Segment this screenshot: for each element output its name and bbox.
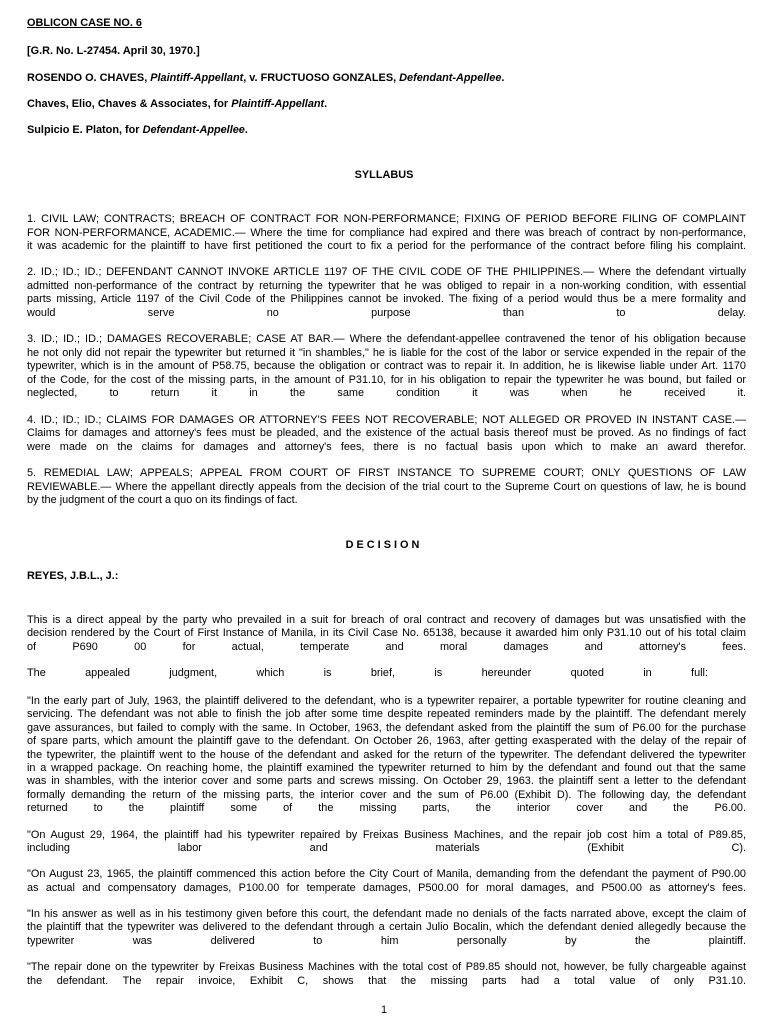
versus-defendant: , v. FRUCTUOSO GONZALES, <box>243 72 397 84</box>
decision-line: servicing. The defendant was not able to finish the job after some time despite repeated reminders made by the plaintiff. The defendant merely <box>27 708 746 720</box>
syllabus-line: were made on the claims for damages and attorney's fees, there is no factual basis upon which to make an award therefor. <box>27 441 746 453</box>
syllabus-line: 1. CIVIL LAW; CONTRACTS; BREACH OF CONTRACT FOR NON-PERFORMANCE; FIXING OF PERIOD BEFORE FILING OF COMPLAINT <box>27 213 746 225</box>
ponente: REYES, J.B.L., J.: <box>27 570 119 582</box>
plaintiff-role: Plaintiff-Appellant <box>150 72 244 84</box>
syllabus-line: of the Code, for the cost of the missing parts, in the amount of P31.10, for in his obligation to repair the typewriter he was bound, but failed or <box>27 374 746 386</box>
counsel-plaintiff-name: Chaves, Elio, Chaves & Associates, for <box>27 98 229 110</box>
decision-line: gave assurances, but failed to comply with the same. In October, 1963, the defendant asked from the plaintiff the sum of P6.00 for the purchase <box>27 722 746 734</box>
decision-line: formally demanding the return of the missing parts, the interior cover and the sum of P6.00 (Exhibit D). The following day, the defendant <box>27 789 746 801</box>
syllabus-line: by the judgment of the court a quo on its findings of fact. <box>27 494 298 506</box>
plaintiff-name: ROSENDO O. CHAVES, <box>27 72 148 84</box>
decision-line: "In his answer as well as in his testimony given before this court, the defendant made no denials of the facts narrated above, except the claim of <box>27 908 746 920</box>
syllabus-line: neglected, to return it in the same condition it was when he received it. <box>27 387 746 399</box>
counsel-defendant-role: Defendant-Appellee <box>142 124 245 136</box>
counsel-plaintiff-end: . <box>324 98 328 110</box>
syllabus-line: typewriter, which is in the amount of P58.75, because the obligation or contract was to repair it. In addition, he is likewise liable under Art. 1170 <box>27 360 746 372</box>
decision-line: was in shambles, with the interior cover and some parts and screws missing. On October 29, 1963. the plaintiff sent a letter to the defendant <box>27 775 746 787</box>
syllabus-line: it was academic for the plaintiff to have first petitioned the court to fix a period for the performance of the contract before filing his complaint. <box>27 240 746 252</box>
decision-line: the defendant. The repair invoice, Exhibit C, shows that the missing parts had a total value of only P31.10. <box>27 975 746 987</box>
counsel-defendant <box>27 124 746 137</box>
syllabus-line: FOR NON-PERFORMANCE, ACADEMIC.— Where the time for compliance had expired and there was breach of contract by non-performance, <box>27 227 746 239</box>
decision-line: as actual and compensatory damages, P100.00 for temperate damages, P500.00 for moral damages, and P500.00 as attorney's fees. <box>27 882 746 894</box>
parties-end: . <box>501 72 505 84</box>
decision-line: the typewriter, the plaintiff went to the house of the defendant and asked for the return of the typewriter. The defendant delivered the typewriter <box>27 749 746 761</box>
decision-line: decision rendered by the Court of First Instance of Manila, in its Civil Case No. 65138, because it awarded him only P31.10 out of his total claim <box>27 627 746 639</box>
decision-line: This is a direct appeal by the party who prevailed in a suit for breach of oral contract and recovery of damages but was unsatisfied with the <box>27 614 746 626</box>
decision-line: including labor and materials (Exhibit C). <box>27 842 746 854</box>
syllabus-line: 4. ID.; ID.; ID.; CLAIMS FOR DAMAGES OR ATTORNEY'S FEES NOT RECOVERABLE; NOT ALLEGED OR PROVED IN INSTANT CASE.— <box>27 414 746 426</box>
decision-line: The appealed judgment, which is brief, is hereunder quoted in full: <box>27 667 708 679</box>
syllabus-line: 2. ID.; ID.; ID.; DEFENDANT CANNOT INVOKE ARTICLE 1197 OF THE CIVIL CODE OF THE PHILIPPINES.— Where the defendant virtually <box>27 266 746 278</box>
counsel-plaintiff-role: Plaintiff-Appellant <box>231 98 325 110</box>
parties-line <box>27 72 746 85</box>
syllabus-line: Claims for damages and attorney's fees must be pleaded, and the existence of the actual basis thereof must be proved. As no findings of fact <box>27 427 746 439</box>
syllabus-line: REVIEWABLE.— Where the appellant directly appeals from the decision of the trial court to the Supreme Court on questions of law, he is bound <box>27 481 746 493</box>
decision-line: "On August 29, 1964, the plaintiff had his typewriter repaired by Freixas Business Machines, and the repair job cost him a total of P89.85, <box>27 829 746 841</box>
syllabus-line: admitted non-performance of the contract by returning the typewriter that he was obliged to repair in a non-working condition, with essential <box>27 280 746 292</box>
page-number: 1 <box>380 1003 388 1016</box>
counsel-plaintiff <box>27 98 746 111</box>
syllabus-line: he not only did not repair the typewriter but returned it "in shambles," he is liable for the cost of the labor or service expended in the repair of the <box>27 347 746 359</box>
decision-line: returned to the plaintiff some of the missing parts, the interior cover and the P6.00. <box>27 802 746 814</box>
gr-number: [G.R. No. L-27454. April 30, 1970.] <box>27 45 200 57</box>
decision-line: of spare parts, which amount the plaintiff gave to the defendant. On October 26, 1963, after getting exasperated with the delay of the repair of <box>27 735 746 747</box>
counsel-defendant-end: . <box>244 124 248 136</box>
decision-line: "The repair done on the typewriter by Freixas Business Machines with the total cost of P89.85 should not, however, be fully chargeable against <box>27 961 746 973</box>
decision-line: in a wrapped package. On reaching home, the plaintiff examined the typewriter returned to him by the defendant and found out that the same <box>27 762 746 774</box>
decision-line: "On August 23, 1965, the plaintiff commenced this action before the City Court of Manila, demanding from the defendant the payment of P90.00 <box>27 868 746 880</box>
decision-line: "In the early part of July, 1963, the plaintiff delivered to the defendant, who is a typewriter repairer, a portable typewriter for routine cleaning and <box>27 695 746 707</box>
decision-line: of P690 00 for actual, temperate and moral damages and attorney's fees. <box>27 641 746 653</box>
syllabus-line: would serve no purpose than to delay. <box>27 307 746 319</box>
decision-line: typewriter was delivered to him personally by the plaintiff. <box>27 935 746 947</box>
counsel-defendant-name: Sulpicio E. Platon, for <box>27 124 140 136</box>
decision-heading: DECISION <box>345 539 423 551</box>
decision-line: the plaintiff that the typewriter was delivered to the defendant through a certain Julio Bocalin, which the defendant denied allegedly because the <box>27 921 746 933</box>
syllabus-line: parts missing, Article 1197 of the Civil Code of the Philippines cannot be invoked. The fixing of a period would thus be a mere formality and <box>27 293 746 305</box>
syllabus-line: 5. REMEDIAL LAW; APPEALS; APPEAL FROM COURT OF FIRST INSTANCE TO SUPREME COURT; ONLY QUESTIONS OF LAW <box>27 467 746 479</box>
syllabus-line: 3. ID.; ID.; ID.; DAMAGES RECOVERABLE; CASE AT BAR.— Where the defendant-appellee contravened the tenor of his obligation because <box>27 333 746 345</box>
case-number: OBLICON CASE NO. 6 <box>27 17 142 29</box>
defendant-role: Defendant-Appellee <box>399 72 502 84</box>
syllabus-heading: SYLLABUS <box>354 169 414 181</box>
